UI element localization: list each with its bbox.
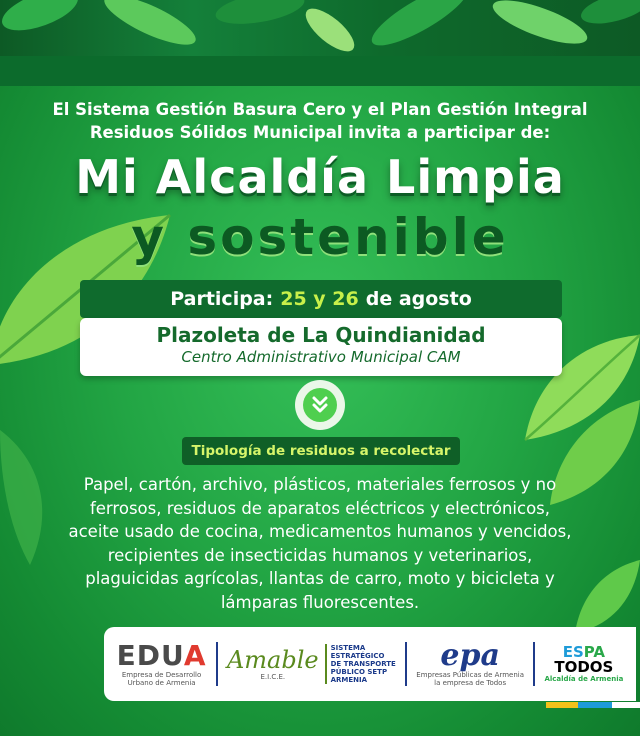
waste-heading: Tipología de residuos a recolectar bbox=[182, 437, 460, 465]
arrow-inner bbox=[303, 388, 337, 422]
espacios-logo bbox=[544, 645, 623, 683]
main-title: Mi Alcaldía Limpia bbox=[75, 150, 565, 204]
epa-sub-1: Empresas Públicas de Armenia bbox=[416, 671, 524, 679]
top-leaves-decoration bbox=[0, 0, 640, 56]
waste-line: lámparas fluorescentes. bbox=[220, 592, 420, 612]
waste-line: ferrosos, residuos de aparatos eléctricos y electrónicos, bbox=[89, 498, 551, 518]
edua-sub-2: Urbano de Armenia bbox=[127, 679, 196, 687]
participa-label: Participa: bbox=[170, 288, 274, 310]
event-month: de agosto bbox=[365, 288, 472, 310]
place-subtitle: Centro Administrativo Municipal CAM bbox=[181, 348, 461, 366]
intro-text bbox=[0, 98, 640, 144]
logo-divider bbox=[533, 642, 535, 686]
chevron-down-icon bbox=[310, 395, 330, 415]
waste-line: recipientes de insecticidas humanos y veterinarios, bbox=[107, 545, 533, 565]
event-dates: 25 y 26 bbox=[280, 288, 359, 310]
edua-logo bbox=[117, 641, 207, 687]
setp-line: PÚBLICO SETP bbox=[330, 668, 388, 676]
amable-block bbox=[227, 647, 319, 681]
intro-line-2: Residuos Sólidos Municipal invita a participar de: bbox=[89, 123, 551, 142]
setp-block bbox=[325, 644, 396, 684]
amable-wrap bbox=[227, 644, 396, 684]
double-chevron-down-icon bbox=[295, 380, 345, 430]
espacios-sub: Alcaldía de Armenia bbox=[544, 675, 624, 683]
espacios-es: ES bbox=[562, 643, 584, 661]
edua-sub-1: Empresa de Desarrollo bbox=[121, 671, 202, 679]
setp-line: DE TRANSPORTE bbox=[330, 660, 396, 668]
edua-mark bbox=[117, 641, 207, 671]
epa-sub-2: la empresa de Todos bbox=[434, 679, 507, 687]
setp-line: SISTEMA bbox=[330, 644, 366, 652]
amable-logo bbox=[227, 644, 396, 684]
logos-strip bbox=[104, 627, 636, 701]
date-band bbox=[80, 280, 562, 318]
place-title: Plazoleta de La Quindianidad bbox=[156, 323, 486, 347]
top-strip bbox=[0, 56, 640, 86]
waste-line: plaguicidas agrícolas, llantas de carro, moto y bicicleta y bbox=[85, 569, 555, 588]
top-leaf-band bbox=[0, 0, 640, 56]
amable-word: Amable bbox=[226, 646, 319, 674]
waste-list bbox=[40, 473, 600, 614]
logo-divider bbox=[216, 642, 218, 686]
amable-sub: E.I.C.E. bbox=[260, 673, 286, 681]
epa-word: epa bbox=[440, 638, 500, 673]
edua-mark-main: EDU bbox=[116, 639, 184, 672]
espacios-todos: TODOS bbox=[554, 658, 614, 676]
intro-line-1: El Sistema Gestión Basura Cero y el Plan Gestión Integral bbox=[52, 100, 588, 119]
waste-line: aceite usado de cocina, medicamentos humanos y vencidos, bbox=[68, 522, 572, 541]
espacios-pa: PA bbox=[583, 643, 606, 661]
setp-line: ARMENIA bbox=[330, 676, 368, 684]
logo-divider bbox=[405, 642, 407, 686]
setp-line: ESTRATÉGICO bbox=[330, 652, 385, 660]
bottom-color-bar bbox=[546, 702, 640, 708]
epa-logo bbox=[416, 638, 524, 687]
waste-line: Papel, cartón, archivo, plásticos, materiales ferrosos y no bbox=[83, 475, 557, 494]
main-subtitle: y sostenible bbox=[131, 208, 509, 266]
place-box bbox=[80, 318, 562, 376]
edua-mark-accent: A bbox=[183, 639, 207, 672]
